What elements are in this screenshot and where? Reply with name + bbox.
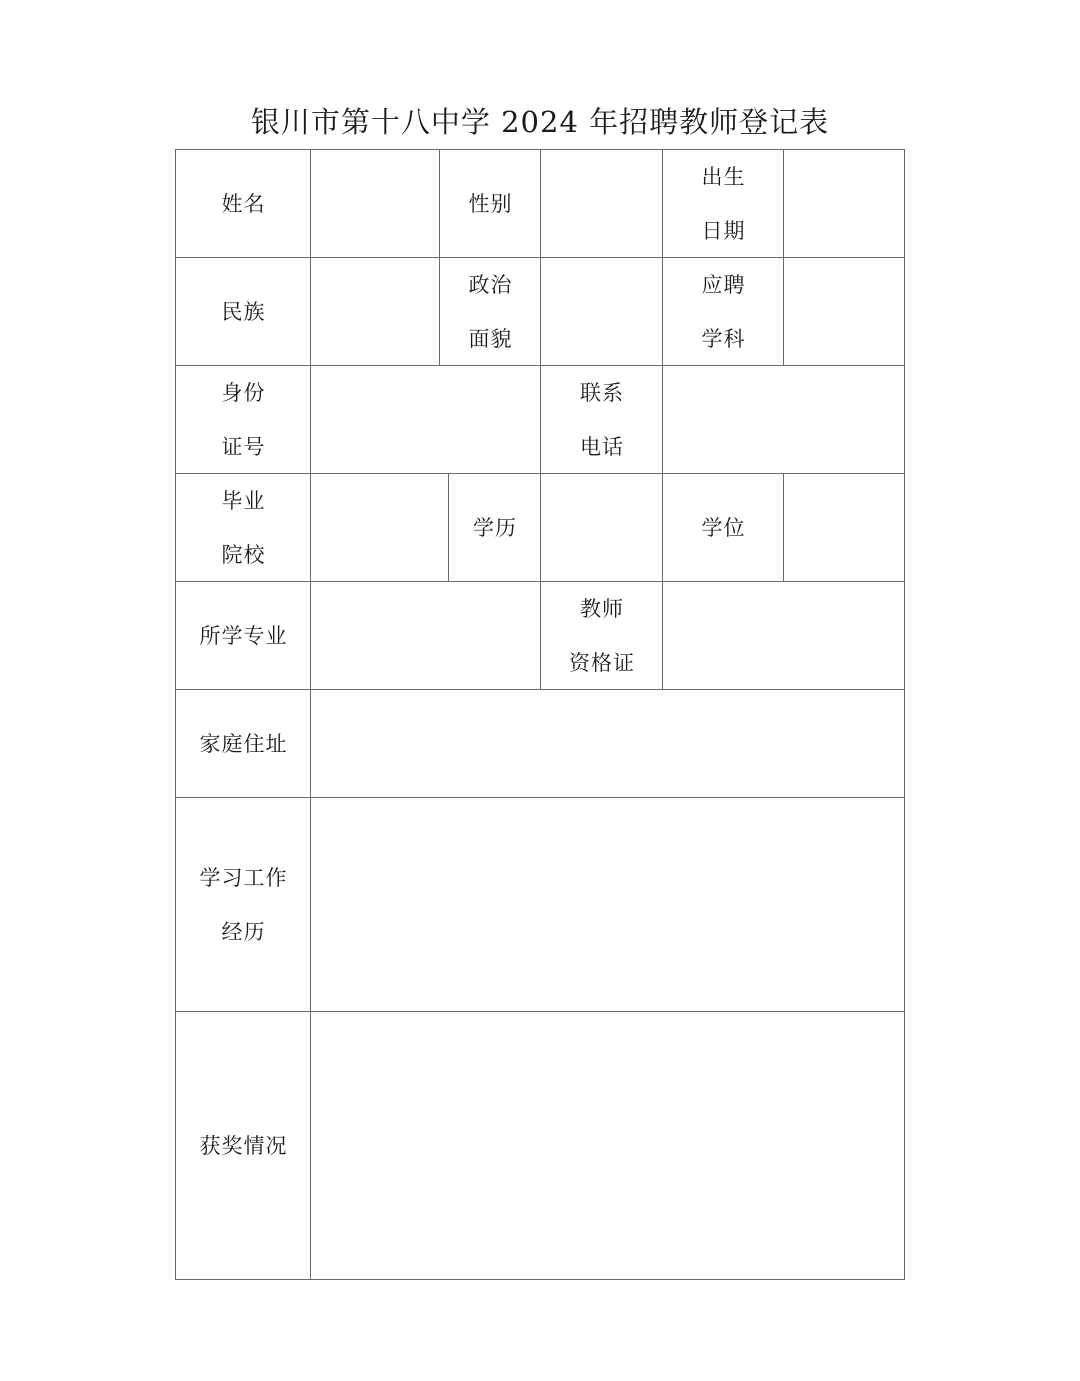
gender-label	[439, 149, 541, 258]
awards-field[interactable]	[310, 1011, 905, 1280]
ethnicity-label-text: 民族	[221, 300, 266, 324]
work-history-label	[175, 797, 311, 1012]
political-status-label	[439, 257, 541, 366]
ethnicity-label	[175, 257, 311, 366]
phone-label-line1: 联系	[580, 381, 624, 405]
home-address-field[interactable]	[310, 689, 905, 798]
major-label	[175, 581, 311, 690]
graduate-school-label-line1: 毕业	[221, 489, 266, 513]
gender-field[interactable]	[540, 149, 663, 258]
phone-label-line2: 电话	[580, 435, 624, 459]
political-status-label-line2: 面貌	[468, 327, 513, 351]
birth-date-label-line2: 日期	[701, 219, 746, 243]
phone-label	[540, 365, 663, 474]
ethnicity-field[interactable]	[310, 257, 440, 366]
work-history-label-line1: 学习工作	[199, 866, 288, 890]
home-address-label	[175, 689, 311, 798]
teacher-certificate-field[interactable]	[662, 581, 905, 690]
id-number-label-line1: 身份	[221, 381, 266, 405]
work-history-field[interactable]	[310, 797, 905, 1012]
teacher-certificate-label-line1: 教师	[580, 597, 624, 621]
work-history-label-line2: 经历	[221, 920, 266, 944]
graduate-school-label	[175, 473, 311, 582]
birth-date-label	[662, 149, 784, 258]
degree-field[interactable]	[783, 473, 905, 582]
name-field[interactable]	[310, 149, 440, 258]
applied-subject-label-line1: 应聘	[701, 273, 746, 297]
major-label-text: 所学专业	[199, 624, 288, 648]
gender-label-text: 性别	[468, 192, 513, 216]
birth-date-field[interactable]	[783, 149, 905, 258]
teacher-certificate-label	[540, 581, 663, 690]
awards-label	[175, 1011, 311, 1280]
political-status-label-line1: 政治	[468, 273, 513, 297]
education-label-text: 学历	[473, 516, 517, 540]
political-status-field[interactable]	[540, 257, 663, 366]
name-label	[175, 149, 311, 258]
home-address-label-text: 家庭住址	[199, 732, 288, 756]
graduate-school-field[interactable]	[310, 473, 449, 582]
id-number-label	[175, 365, 311, 474]
id-number-field[interactable]	[310, 365, 541, 474]
form-title: 银川市第十八中学 2024 年招聘教师登记表	[250, 105, 830, 139]
education-label	[448, 473, 541, 582]
birth-date-label-line1: 出生	[701, 165, 746, 189]
teacher-certificate-label-line2: 资格证	[569, 651, 635, 675]
education-field[interactable]	[540, 473, 663, 582]
applied-subject-field[interactable]	[783, 257, 905, 366]
id-number-label-line2: 证号	[221, 435, 266, 459]
name-label-text: 姓名	[221, 192, 266, 216]
degree-label	[662, 473, 784, 582]
phone-field[interactable]	[662, 365, 905, 474]
graduate-school-label-line2: 院校	[221, 543, 266, 567]
degree-label-text: 学位	[701, 516, 746, 540]
major-field[interactable]	[310, 581, 541, 690]
applied-subject-label-line2: 学科	[701, 327, 746, 351]
awards-label-text: 获奖情况	[199, 1133, 288, 1158]
applied-subject-label	[662, 257, 784, 366]
